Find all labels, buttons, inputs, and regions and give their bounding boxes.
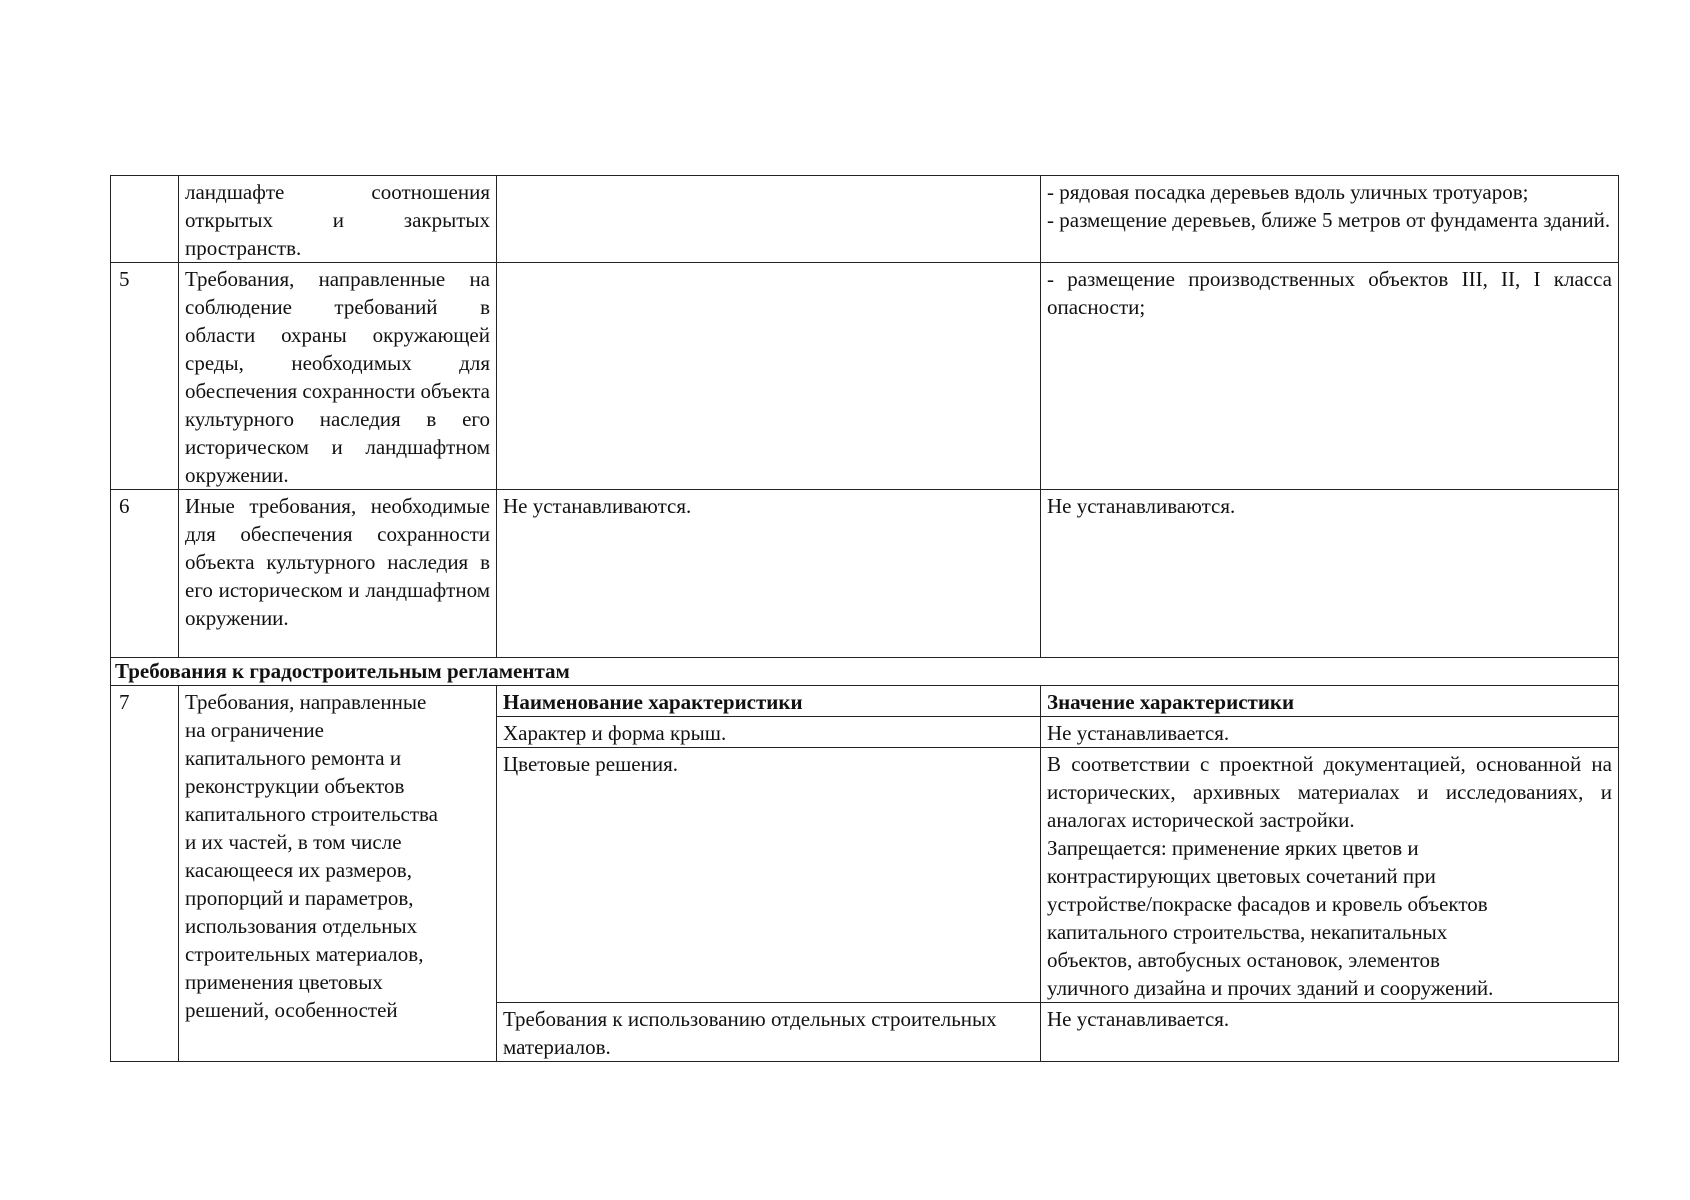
document-page — [110, 175, 1618, 1062]
value-header: Значение характеристики — [1041, 686, 1619, 717]
table-row — [111, 263, 1619, 490]
table-row — [111, 176, 1619, 263]
value-cell: Не устанавливается. — [1041, 717, 1619, 748]
characteristic-cell: Цветовые решения. — [497, 748, 1041, 1003]
value-paragraph: В соответствии с проектной документацией, основанной на исторических, архивных материалах и исследованиях, и аналогах исторической застройки. — [1047, 752, 1612, 832]
requirement-line: касающееся их размеров, — [185, 858, 412, 882]
requirement-line: Требования, направленные — [185, 690, 427, 714]
value-cell: Не устанавливаются. — [1041, 490, 1619, 658]
value-line: - размещение деревьев, ближе 5 метров от фундамента зданий. — [1047, 208, 1611, 232]
requirement-line: пропорций и параметров, — [185, 886, 414, 910]
table-row — [111, 490, 1619, 658]
requirement-cell: Требования, направленные на соблюдение требований в области охраны окружающей среды, необходимых для обеспечения сохранности объекта культурного наследия в его историческом и ландшафтном окружении. — [179, 263, 497, 490]
requirements-table — [110, 175, 1619, 1062]
row-number-cell: 7 — [111, 686, 179, 1062]
requirement-cell: ландшафте соотношения открытых и закрытых пространств. — [179, 176, 497, 263]
value-cell — [1041, 748, 1619, 1003]
value-cell: - размещение производственных объектов III, II, I класса опасности; — [1041, 263, 1619, 490]
requirement-line: применения цветовых — [185, 970, 383, 994]
value-line: капитального строительства, некапитальных — [1047, 920, 1448, 944]
requirement-line: реконструкции объектов — [185, 774, 405, 798]
requirement-line: и их частей, в том числе — [185, 830, 402, 854]
characteristic-cell — [497, 263, 1041, 490]
value-line: Запрещается: применение ярких цветов и — [1047, 836, 1419, 860]
requirement-line: использования отдельных — [185, 914, 418, 938]
row-number-cell: 6 — [111, 490, 179, 658]
section-row — [111, 658, 1619, 686]
characteristic-cell: Характер и форма крыш. — [497, 717, 1041, 748]
value-line: - рядовая посадка деревьев вдоль уличных тротуаров; — [1047, 180, 1529, 204]
table-row — [111, 686, 1619, 717]
value-cell: Не устанавливается. — [1041, 1003, 1619, 1062]
requirement-line: решений, особенностей — [185, 998, 398, 1022]
requirement-line: на ограничение — [185, 718, 324, 742]
row-number-cell: 5 — [111, 263, 179, 490]
requirement-cell: Иные требования, необходимые для обеспечения сохранности объекта культурного наследия в его историческом и ландшафтном окружении. — [179, 490, 497, 658]
requirement-line: строительных материалов, — [185, 942, 424, 966]
value-line: уличного дизайна и прочих зданий и сооружений. — [1047, 976, 1494, 1000]
requirement-line: капитального строительства — [185, 802, 438, 826]
requirement-cell — [179, 686, 497, 1062]
characteristic-cell — [497, 176, 1041, 263]
characteristic-header: Наименование характеристики — [497, 686, 1041, 717]
value-line: объектов, автобусных остановок, элементов — [1047, 948, 1440, 972]
value-cell — [1041, 176, 1619, 263]
value-line: устройстве/покраске фасадов и кровель объектов — [1047, 892, 1488, 916]
characteristic-cell: Не устанавливаются. — [497, 490, 1041, 658]
value-line: контрастирующих цветовых сочетаний при — [1047, 864, 1436, 888]
section-title: Требования к градостроительным регламентам — [111, 658, 1619, 686]
row-number-cell — [111, 176, 179, 263]
requirement-line: капитального ремонта и — [185, 746, 402, 770]
characteristic-cell: Требования к использованию отдельных строительных материалов. — [497, 1003, 1041, 1062]
